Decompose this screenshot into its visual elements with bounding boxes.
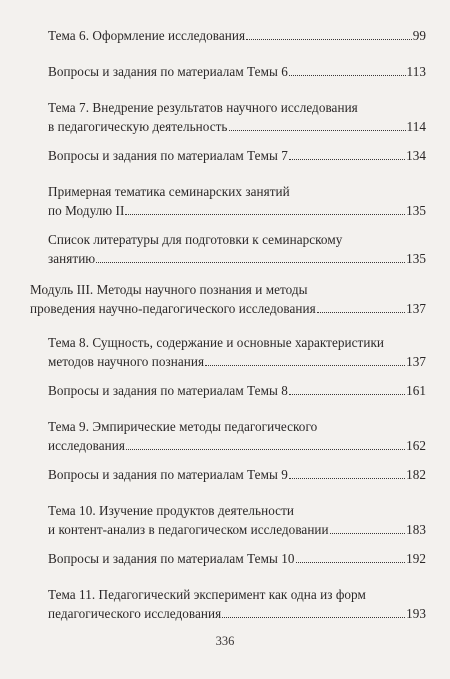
toc-entry-title-line: исследования — [48, 438, 126, 453]
toc-page-number: 183 — [406, 522, 426, 537]
dot-leader — [205, 365, 405, 366]
toc-entry — [48, 182, 426, 220]
dot-leader — [229, 130, 406, 131]
page-number: 336 — [215, 634, 235, 648]
toc-module-entry — [30, 280, 426, 318]
toc-entry — [48, 98, 426, 136]
toc-entry-title: Вопросы и задания по материалам Темы 9 — [48, 467, 288, 482]
toc-entry-title-line: Список литературы для подготовки к семинарскому — [48, 232, 343, 247]
toc-entry — [48, 501, 426, 539]
toc-entry — [48, 146, 426, 165]
toc-entry — [48, 26, 426, 45]
toc-page-number: 99 — [412, 28, 426, 43]
dot-leader — [96, 262, 405, 263]
dot-leader — [289, 478, 405, 479]
toc-entry-title-line: методов научного познания — [48, 354, 205, 369]
dot-leader — [125, 214, 405, 215]
toc-page-number: 114 — [406, 119, 426, 134]
toc-page-number: 113 — [406, 64, 426, 79]
dot-leader — [330, 533, 405, 534]
toc-entry — [48, 417, 426, 455]
toc-entry-title-line: Примерная тематика семинарских занятий — [48, 184, 290, 199]
toc-entry-title-line: Тема 7. Внедрение результатов научного исследования — [48, 100, 358, 115]
toc-entry-title-line: педагогического исследования — [48, 606, 222, 621]
toc-entry — [48, 333, 426, 371]
dot-leader — [289, 75, 406, 76]
toc-page-number: 137 — [406, 354, 426, 369]
toc-entry-title-line: Тема 10. Изучение продуктов деятельности — [48, 503, 294, 518]
dot-leader — [126, 449, 405, 450]
toc-page-number: 161 — [406, 383, 426, 398]
toc-entry-title-line: Тема 9. Эмпирические методы педагогического — [48, 419, 318, 434]
toc-entry-title-line: Тема 11. Педагогический эксперимент как одна из форм — [48, 587, 366, 602]
dot-leader — [296, 562, 406, 563]
toc-entry-title-line: и контент-анализ в педагогическом исследовании — [48, 522, 329, 537]
toc-entry — [48, 465, 426, 484]
dot-leader — [289, 394, 405, 395]
toc-page-number: 182 — [406, 467, 426, 482]
toc-entry — [48, 62, 426, 81]
dot-leader — [317, 312, 405, 313]
dot-leader — [289, 159, 405, 160]
toc-entry-title-line: Модуль III. Методы научного познания и методы — [30, 282, 308, 297]
toc-entry-title-line: занятию — [48, 251, 96, 266]
toc-page-number: 134 — [406, 148, 426, 163]
toc-entry — [48, 585, 426, 623]
toc-page-number: 192 — [406, 551, 426, 566]
dot-leader — [222, 617, 405, 618]
toc-entry-title: Вопросы и задания по материалам Темы 8 — [48, 383, 288, 398]
dot-leader — [246, 39, 412, 40]
toc-entry-title: Вопросы и задания по материалам Темы 10 — [48, 551, 295, 566]
toc-entry-title-line: проведения научно-педагогического исследования — [30, 301, 316, 316]
toc-entry-title-line: в педагогическую деятельность — [48, 119, 228, 134]
toc-page-number: 137 — [406, 301, 426, 316]
toc-page-number: 135 — [406, 251, 426, 266]
toc-entry-title: Тема 6. Оформление исследования — [48, 28, 246, 43]
toc-page-number: 193 — [406, 606, 426, 621]
toc-entry-title: Вопросы и задания по материалам Темы 6 — [48, 64, 288, 79]
toc-entry — [48, 381, 426, 400]
toc-entry — [48, 549, 426, 568]
toc-entry-title-line: Тема 8. Сущность, содержание и основные характеристики — [48, 335, 385, 350]
toc-entry-title-line: по Модулю II — [48, 203, 125, 218]
toc-page-number: 135 — [406, 203, 426, 218]
toc-page-number: 162 — [406, 438, 426, 453]
toc-entry-title: Вопросы и задания по материалам Темы 7 — [48, 148, 288, 163]
toc-entry — [48, 230, 426, 268]
